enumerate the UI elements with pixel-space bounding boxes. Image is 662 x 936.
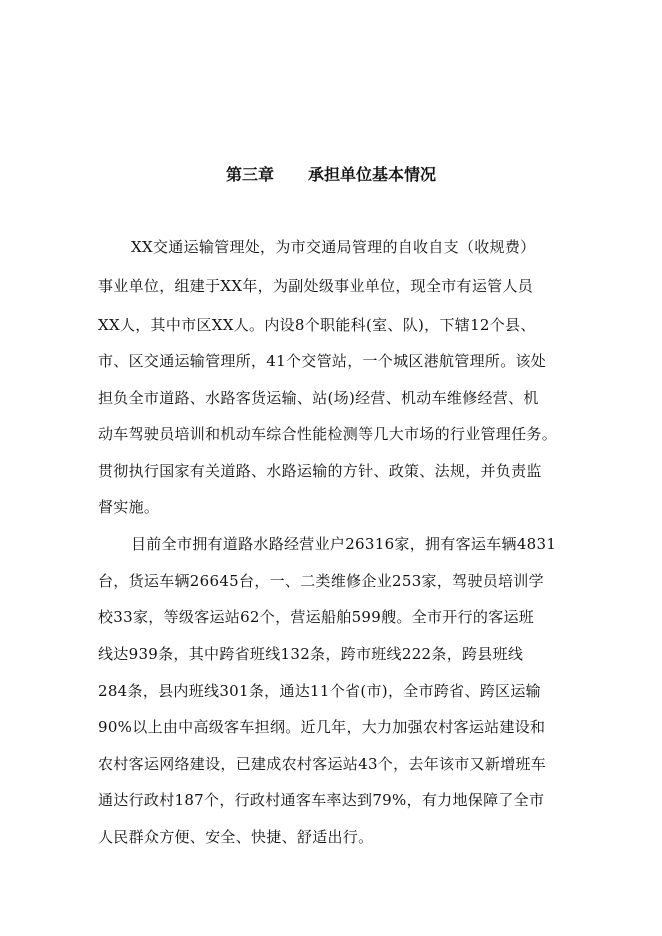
chapter-heading: [0, 163, 662, 187]
paragraph-line: 动车驾驶员培训和机动车综合性能检测等几大市场的行业管理任务。: [98, 425, 558, 443]
paragraph-line: XX交通运输管理处，为市交通局管理的自收自支（收规费）: [131, 238, 536, 256]
paragraph-line: 线达939条，其中跨省班线132条，跨市班线222条，跨县班线: [98, 645, 524, 663]
paragraph-line: 284条，县内班线301条，通达11个省(市)，全市跨省、跨区运输: [98, 682, 541, 700]
paragraph-line: 人民群众方便、安全、快捷、舒适出行。: [98, 828, 374, 846]
paragraph-line: 90%以上由中高级客车担纲。近几年，大力加强农村客运站建设和: [98, 718, 546, 736]
paragraph-line: 督实施。: [98, 498, 160, 516]
paragraph-line: 担负全市道路、水路客货运输、站(场)经营、机动车维修经营、机: [98, 389, 539, 407]
paragraph-line: XX人，其中市区XX人。内设8个职能科(室、队)，下辖12个县、: [98, 316, 536, 334]
paragraph-line: 目前全市拥有道路水路经营业户26316家，拥有客运车辆4831: [131, 535, 557, 553]
chapter-number: 第三章: [225, 165, 274, 184]
paragraph-line: 校33家，等级客运站62个，营运船舶599艘。全市开行的客运班: [98, 608, 535, 626]
paragraph-line: 事业单位，组建于XX年，为副处级事业单位，现全市有运管人员: [98, 277, 534, 295]
paragraph-line: 市、区交通运输管理所，41个交管站，一个城区港航管理所。该处: [98, 352, 547, 370]
chapter-title-text: 承担单位基本情况: [308, 165, 437, 184]
paragraph-line: 通达行政村187个，行政村通客车率达到79%，有力地保障了全市: [98, 791, 545, 809]
paragraph-line: 贯彻执行国家有关道路、水路运输的方针、政策、法规，并负责监: [98, 462, 542, 480]
paragraph-line: 台，货运车辆26645台，一、二类维修企业253家，驾驶员培训学: [98, 572, 544, 590]
paragraph-line: 农村客运网络建设，已建成农村客运站43个，去年该市又新增班车: [98, 755, 547, 773]
